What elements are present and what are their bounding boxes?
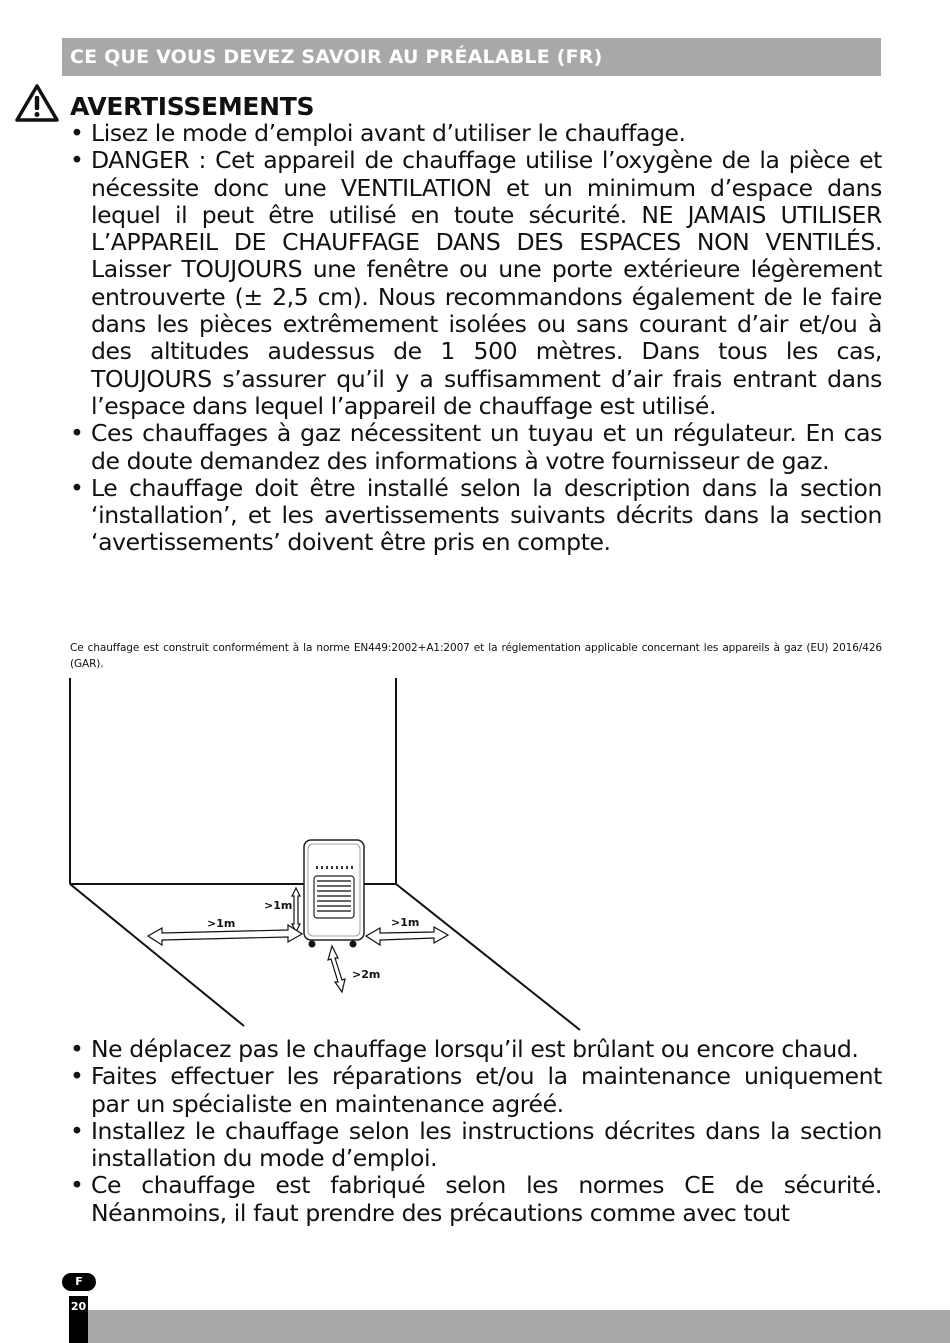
list-item: • Faites effectuer les réparations et/ou la maintenance uniquement par un spécialiste en maintenance agréé. bbox=[70, 1063, 882, 1118]
list-item: • Installez le chauffage selon les instructions décrites dans la section installation du mode d’emploi. bbox=[70, 1118, 882, 1173]
warnings-list-bottom bbox=[70, 1036, 882, 1227]
room-floor-left-edge bbox=[70, 884, 244, 1026]
list-item: • Lisez le mode d’emploi avant d’utiliser le chauffage. bbox=[70, 120, 882, 147]
room-floor-right-edge bbox=[396, 884, 580, 1030]
label-clearance-front: >2m bbox=[352, 968, 381, 981]
warnings-list-top bbox=[70, 120, 882, 557]
compliance-note: Ce chauffage est construit conformément à la norme EN449:2002+A1:2007 et la réglementation applicable concernant les appareils à gaz (EU) 2016/426 (GAR). bbox=[70, 642, 882, 670]
list-item: • Ces chauffages à gaz nécessitent un tuyau et un régulateur. En cas de doute demandez des informations à votre fournisseur de gaz. bbox=[70, 420, 882, 475]
list-item: • Le chauffage doit être installé selon la description dans la section ‘installation’, et les avertissements suivants décrits dans la section ‘avertissements’ doivent être pris en compte. bbox=[70, 475, 882, 557]
label-clearance-right: >1m bbox=[391, 916, 420, 929]
warning-triangle-icon bbox=[14, 82, 60, 124]
clearance-diagram bbox=[62, 676, 622, 1036]
gas-heater-icon bbox=[304, 840, 364, 948]
footer-bar bbox=[88, 1310, 950, 1343]
language-badge: F bbox=[62, 1273, 96, 1291]
label-clearance-above: >1m bbox=[264, 899, 293, 912]
clearance-arrow-above bbox=[292, 888, 300, 932]
list-item: • Ce chauffage est fabriqué selon les normes CE de sécurité. Néanmoins, il faut prendre des précautions comme avec tout bbox=[70, 1172, 882, 1227]
section-header-bar: CE QUE VOUS DEVEZ SAVOIR AU PRÉALABLE (FR) bbox=[62, 38, 881, 76]
list-item: • DANGER : Cet appareil de chauffage utilise l’oxygène de la pièce et nécessite donc une VENTILATION et un minimum d’espace dans lequel il peut être utilisé en toute sécurité. NE JAMAIS UTILISER L’APPAREIL DE CHAUFFAGE DANS DES ESPACES NON VENTILÉS. Laisser TOUJOURS une fenêtre ou une porte extérieure légèrement entrouverte (± 2,5 cm). Nous recommandons également de le faire dans les pièces extrêmement isolées ou sans courant d’air et/ou à des altitudes audessus de 1 500 mètres. Dans tous les cas, TOUJOURS s’assurer qu’il y a suffisamment d’air frais entrant dans l’espace dans lequel l’appareil de chauffage est utilisé. bbox=[70, 147, 882, 420]
label-clearance-left: >1m bbox=[207, 917, 236, 930]
page-title: AVERTISSEMENTS bbox=[70, 92, 315, 121]
page-number: 20 bbox=[70, 1300, 87, 1313]
clearance-arrow-right bbox=[366, 927, 448, 945]
list-item: • Ne déplacez pas le chauffage lorsqu’il est brûlant ou encore chaud. bbox=[70, 1036, 882, 1063]
clearance-arrow-front bbox=[328, 946, 345, 992]
